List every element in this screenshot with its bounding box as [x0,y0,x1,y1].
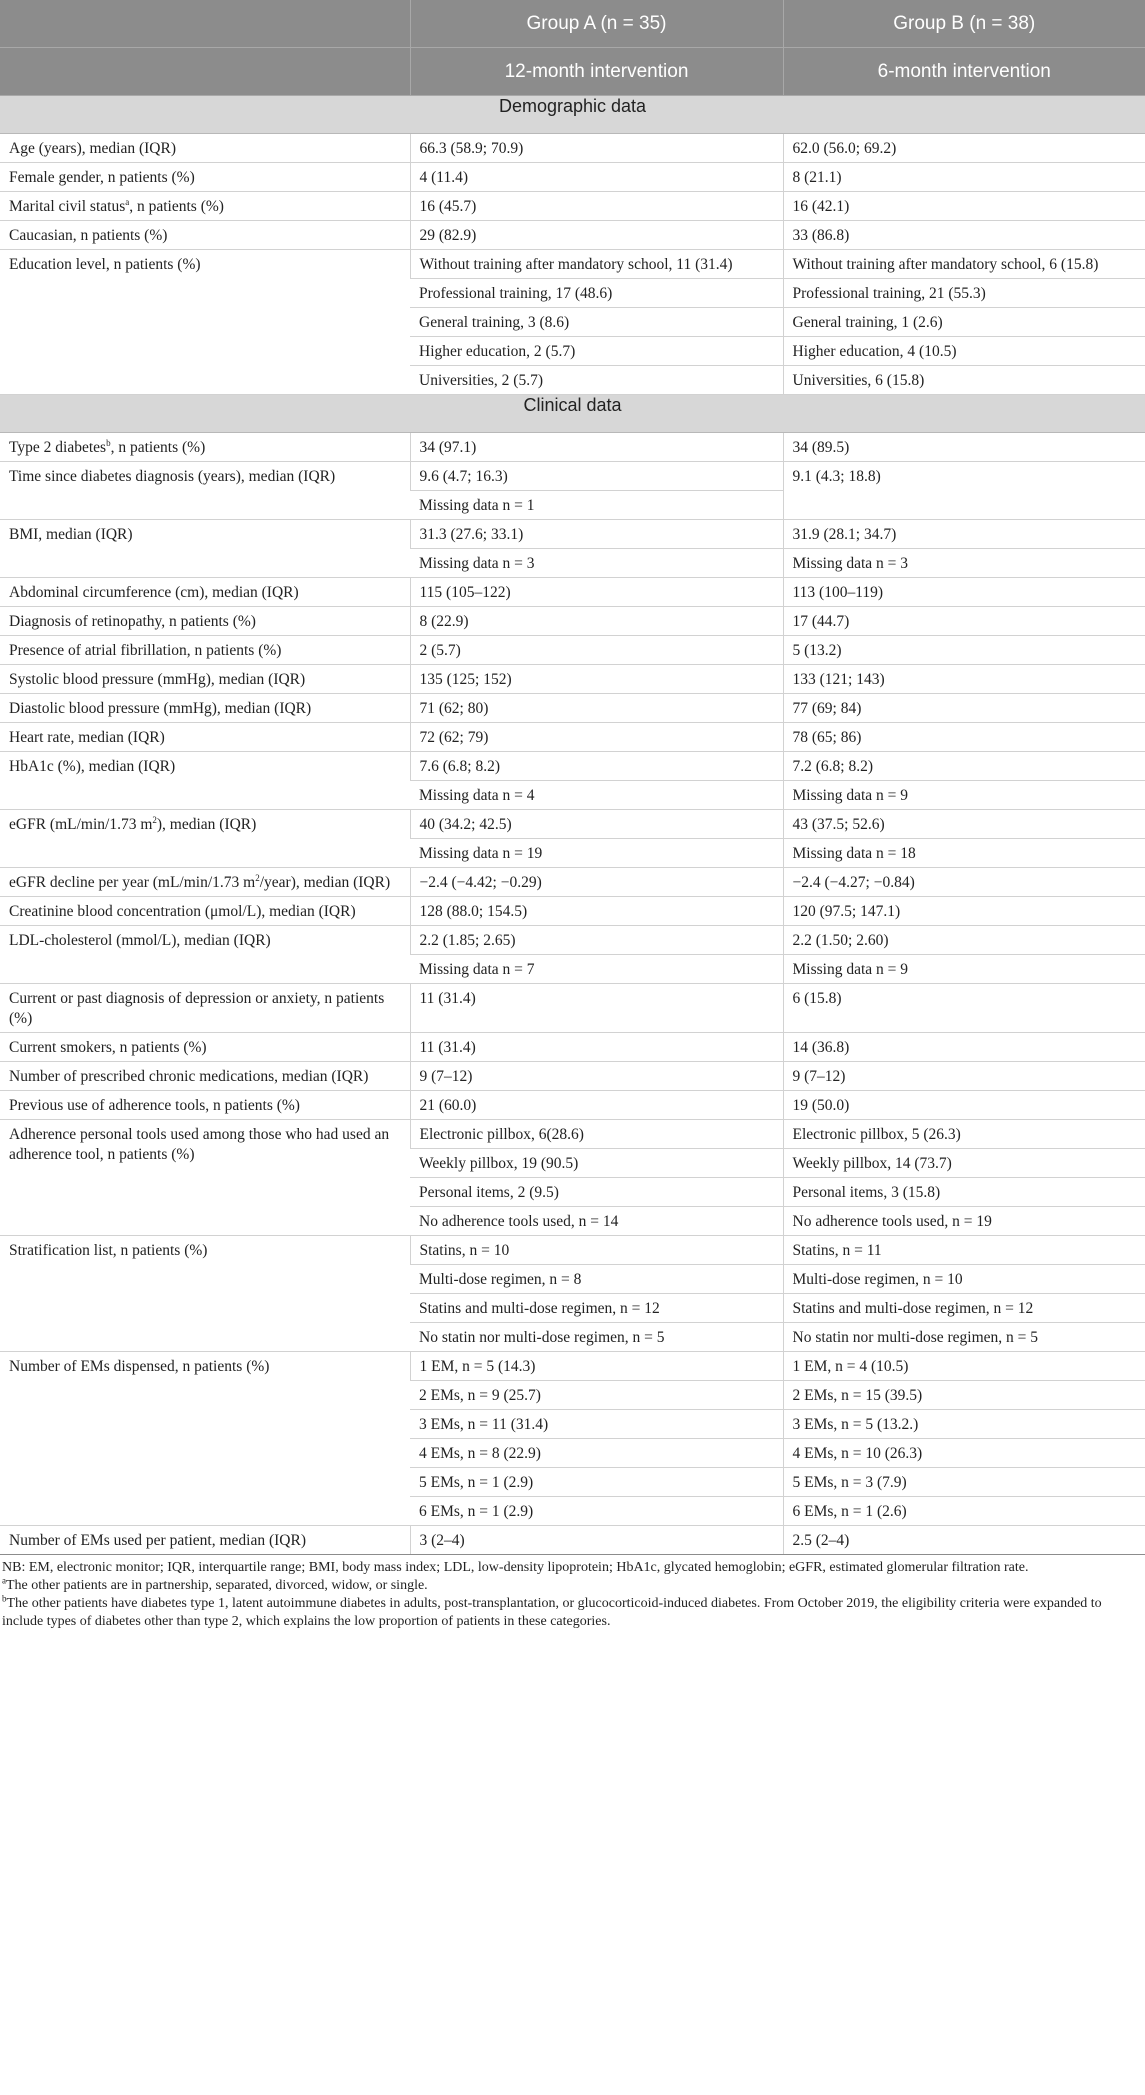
cell-group-b: −2.4 (−4.27; −0.84) [783,868,1145,897]
cell-group-a: 66.3 (58.9; 70.9) [410,134,783,163]
cell-group-a: 5 EMs, n = 1 (2.9) [410,1468,783,1497]
cell-group-a: 31.3 (27.6; 33.1) [410,520,783,549]
row-label: Heart rate, median (IQR) [0,723,410,752]
table-row [0,752,1145,781]
cell-group-b: 78 (65; 86) [783,723,1145,752]
table-row [0,134,1145,163]
cell-group-b: 120 (97.5; 147.1) [783,897,1145,926]
section-demographic: Demographic data [0,96,1145,134]
cell-group-b: Higher education, 4 (10.5) [783,337,1145,366]
cell-group-a: Personal items, 2 (9.5) [410,1178,783,1207]
cell-group-b: 34 (89.5) [783,433,1145,462]
cell-group-a: Without training after mandatory school, 11 (31.4) [410,250,783,279]
table-row [0,1120,1145,1149]
header-blank-2 [0,48,410,96]
cell-group-b: 113 (100–119) [783,578,1145,607]
cell-group-b: 9 (7–12) [783,1062,1145,1091]
row-label: BMI, median (IQR) [0,520,410,578]
row-label: Presence of atrial fibrillation, n patients (%) [0,636,410,665]
table-footnotes [0,1555,1145,1631]
table-row [0,578,1145,607]
header-group-a-intervention: 12-month intervention [410,48,783,96]
header-blank [0,0,410,48]
cell-group-a: 16 (45.7) [410,192,783,221]
cell-group-b: 6 (15.8) [783,984,1145,1033]
cell-group-b-missing: Missing data n = 18 [783,839,1145,868]
cell-group-b-missing: Missing data n = 9 [783,955,1145,984]
cell-group-b: Weekly pillbox, 14 (73.7) [783,1149,1145,1178]
row-label: Number of EMs used per patient, median (IQR) [0,1526,410,1555]
cell-group-b: 7.2 (6.8; 8.2) [783,752,1145,781]
footnote-b: $^b$The other patients have diabetes type 1, latent autoimmune diabetes in adults, post-transplantation, or glucocorticoid-induced diabetes. From October 2019, the eligibility criteria were expanded to include types of diabetes other than type 2, which explains the low proportion of patients in these categories. [2,1593,1102,1629]
cell-group-a: 9.6 (4.7; 16.3) [410,462,783,491]
row-label: Marital civil status$^a$, n patients (%) [0,192,410,221]
cell-group-a: 7.6 (6.8; 8.2) [410,752,783,781]
cell-group-b: Universities, 6 (15.8) [783,366,1145,395]
cell-group-a-missing: Missing data n = 19 [410,839,783,868]
row-label: Diastolic blood pressure (mmHg), median (IQR) [0,694,410,723]
cell-group-a: 29 (82.9) [410,221,783,250]
cell-group-b: 4 EMs, n = 10 (26.3) [783,1439,1145,1468]
cell-group-a: 71 (62; 80) [410,694,783,723]
cell-group-b: 43 (37.5; 52.6) [783,810,1145,839]
cell-group-a: Multi-dose regimen, n = 8 [410,1265,783,1294]
cell-group-b: Electronic pillbox, 5 (26.3) [783,1120,1145,1149]
row-label: Age (years), median (IQR) [0,134,410,163]
cell-group-b: No adherence tools used, n = 19 [783,1207,1145,1236]
cell-group-a: −2.4 (−4.42; −0.29) [410,868,783,897]
table-row [0,462,1145,491]
cell-group-a: 4 (11.4) [410,163,783,192]
table-row [0,221,1145,250]
cell-group-a: 128 (88.0; 154.5) [410,897,783,926]
header-group-b-intervention: 6-month intervention [783,48,1145,96]
cell-group-b: Multi-dose regimen, n = 10 [783,1265,1145,1294]
cell-group-b: No statin nor multi-dose regimen, n = 5 [783,1323,1145,1352]
footnote-a: $^a$The other patients are in partnership, separated, divorced, widow, or single. [2,1575,428,1593]
table-row [0,926,1145,955]
cell-group-b: Professional training, 21 (55.3) [783,279,1145,308]
row-label: Diagnosis of retinopathy, n patients (%) [0,607,410,636]
cell-group-a: 8 (22.9) [410,607,783,636]
table-row [0,694,1145,723]
cell-group-a: 4 EMs, n = 8 (22.9) [410,1439,783,1468]
row-label: Female gender, n patients (%) [0,163,410,192]
row-label: Stratification list, n patients (%) [0,1236,410,1352]
cell-group-a: Universities, 2 (5.7) [410,366,783,395]
cell-group-b: 1 EM, n = 4 (10.5) [783,1352,1145,1381]
table-row [0,433,1145,462]
row-label: eGFR decline per year (mL/min/1.73 $m^2/year$), median (IQR) [0,868,410,897]
cell-group-a: No adherence tools used, n = 14 [410,1207,783,1236]
cell-group-b: 62.0 (56.0; 69.2) [783,134,1145,163]
cell-group-a-missing: Missing data n = 7 [410,955,783,984]
row-label: Current smokers, n patients (%) [0,1033,410,1062]
table-row [0,665,1145,694]
table-row [0,1091,1145,1120]
cell-group-a: Higher education, 2 (5.7) [410,337,783,366]
cell-group-b: 17 (44.7) [783,607,1145,636]
cell-group-a: 1 EM, n = 5 (14.3) [410,1352,783,1381]
cell-group-b: 2 EMs, n = 15 (39.5) [783,1381,1145,1410]
cell-group-b: Personal items, 3 (15.8) [783,1178,1145,1207]
table-row [0,984,1145,1033]
cell-group-b: Without training after mandatory school, 6 (15.8) [783,250,1145,279]
row-label: LDL-cholesterol (mmol/L), median (IQR) [0,926,410,984]
table-row [0,897,1145,926]
cell-group-a: Statins, n = 10 [410,1236,783,1265]
cell-group-b: 16 (42.1) [783,192,1145,221]
row-label: Number of prescribed chronic medications, median (IQR) [0,1062,410,1091]
row-label: Creatinine blood concentration (μmol/L), median (IQR) [0,897,410,926]
cell-group-b: Statins, n = 11 [783,1236,1145,1265]
table-row [0,810,1145,839]
cell-group-b: 3 EMs, n = 5 (13.2.) [783,1410,1145,1439]
footnote-abbreviations: NB: EM, electronic monitor; IQR, interquartile range; BMI, body mass index; LDL, low-density lipoprotein; HbA1c, glycated hemoglobin; eGFR, estimated glomerular filtration rate. [2,1560,1029,1575]
row-label: HbA1c (%), median (IQR) [0,752,410,810]
header-group-a: Group A (n = 35) [410,0,783,48]
table-row [0,1526,1145,1555]
table-row [0,163,1145,192]
row-label: Systolic blood pressure (mmHg), median (IQR) [0,665,410,694]
cell-group-a: 21 (60.0) [410,1091,783,1120]
cell-group-a: 2.2 (1.85; 2.65) [410,926,783,955]
cell-group-b: 33 (86.8) [783,221,1145,250]
cell-group-a: 34 (97.1) [410,433,783,462]
table-row [0,250,1145,279]
table-row [0,723,1145,752]
cell-group-a-missing: Missing data n = 1 [410,491,783,520]
header-group-b: Group B (n = 38) [783,0,1145,48]
row-label: Abdominal circumference (cm), median (IQR) [0,578,410,607]
cell-group-a: 6 EMs, n = 1 (2.9) [410,1497,783,1526]
cell-group-a: 3 (2–4) [410,1526,783,1555]
cell-group-b: 19 (50.0) [783,1091,1145,1120]
cell-group-b-missing: Missing data n = 9 [783,781,1145,810]
cell-group-a: General training, 3 (8.6) [410,308,783,337]
table-row [0,868,1145,897]
row-label: Number of EMs dispensed, n patients (%) [0,1352,410,1526]
cell-group-a: 11 (31.4) [410,1033,783,1062]
row-label: Adherence personal tools used among those who had used an adherence tool, n patients (%) [0,1120,410,1236]
cell-group-a: 115 (105–122) [410,578,783,607]
table-row [0,1062,1145,1091]
cell-group-b: Statins and multi-dose regimen, n = 12 [783,1294,1145,1323]
row-label: Current or past diagnosis of depression or anxiety, n patients (%) [0,984,410,1033]
row-label: eGFR (mL/min/1.73 $m^2$), median (IQR) [0,810,410,868]
cell-group-a: 3 EMs, n = 11 (31.4) [410,1410,783,1439]
table-row [0,636,1145,665]
row-label: Time since diabetes diagnosis (years), median (IQR) [0,462,410,520]
row-label: Education level, n patients (%) [0,250,410,395]
cell-group-b: 14 (36.8) [783,1033,1145,1062]
row-label: Previous use of adherence tools, n patients (%) [0,1091,410,1120]
cell-group-a: Electronic pillbox, 6(28.6) [410,1120,783,1149]
cell-group-b: 9.1 (4.3; 18.8) [783,462,1145,520]
cell-group-b: 8 (21.1) [783,163,1145,192]
cell-group-a: 72 (62; 79) [410,723,783,752]
cell-group-a-missing: Missing data n = 4 [410,781,783,810]
cell-group-a: No statin nor multi-dose regimen, n = 5 [410,1323,783,1352]
cell-group-a: 2 EMs, n = 9 (25.7) [410,1381,783,1410]
cell-group-b: 133 (121; 143) [783,665,1145,694]
section-clinical: Clinical data [0,395,1145,433]
table-row [0,192,1145,221]
cell-group-b: General training, 1 (2.6) [783,308,1145,337]
table-row [0,607,1145,636]
cell-group-b: 31.9 (28.1; 34.7) [783,520,1145,549]
cell-group-a: 11 (31.4) [410,984,783,1033]
cell-group-a: 9 (7–12) [410,1062,783,1091]
row-label: Caucasian, n patients (%) [0,221,410,250]
cell-group-a: Professional training, 17 (48.6) [410,279,783,308]
cell-group-b: 5 (13.2) [783,636,1145,665]
cell-group-a: 40 (34.2; 42.5) [410,810,783,839]
cell-group-a-missing: Missing data n = 3 [410,549,783,578]
cell-group-b: 6 EMs, n = 1 (2.6) [783,1497,1145,1526]
table-row [0,1236,1145,1265]
cell-group-a: Statins and multi-dose regimen, n = 12 [410,1294,783,1323]
cell-group-a: 2 (5.7) [410,636,783,665]
cell-group-b: 2.2 (1.50; 2.60) [783,926,1145,955]
cell-group-b: 2.5 (2–4) [783,1526,1145,1555]
table-row [0,520,1145,549]
cell-group-b: 5 EMs, n = 3 (7.9) [783,1468,1145,1497]
table-row [0,1352,1145,1381]
cell-group-a: Weekly pillbox, 19 (90.5) [410,1149,783,1178]
cell-group-a: 135 (125; 152) [410,665,783,694]
row-label: Type 2 diabetes$^b$, n patients (%) [0,433,410,462]
table-row [0,1033,1145,1062]
cell-group-b-missing: Missing data n = 3 [783,549,1145,578]
cell-group-b: 77 (69; 84) [783,694,1145,723]
